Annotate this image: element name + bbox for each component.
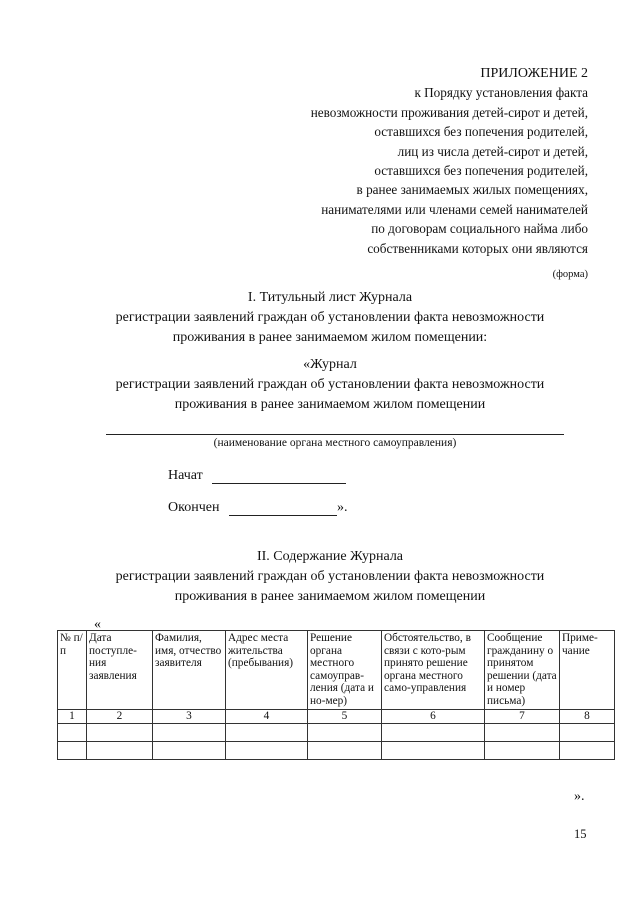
table-cell — [226, 741, 308, 759]
section-subheading: регистрации заявлений граждан об установлении факта невозможности — [115, 310, 545, 325]
table-cell — [485, 723, 560, 741]
appendix-line: оставшихся без попечения родителей, — [374, 124, 588, 140]
journal-subheading: регистрации заявлений граждан об установлении факта невозможности — [115, 377, 545, 392]
table-header-row — [58, 631, 615, 710]
ended-field — [168, 500, 347, 516]
column-number: 6 — [382, 709, 485, 723]
table-cell — [58, 723, 87, 741]
ended-blank-line — [229, 501, 337, 516]
table-cell — [560, 741, 615, 759]
table-cell — [382, 723, 485, 741]
appendix-line: к Порядку установления факта — [414, 85, 588, 101]
table-row — [58, 741, 615, 759]
table-cell — [87, 723, 153, 741]
section-heading: I. Титульный лист Журнала — [247, 290, 413, 305]
column-number: 1 — [58, 709, 87, 723]
column-number: 3 — [153, 709, 226, 723]
section-subheading: проживания в ранее занимаемом жилом помещении: — [172, 330, 488, 345]
table-header-cell: № п/п — [58, 631, 87, 710]
table-open-quote: « — [94, 617, 101, 632]
table-header-cell: Адрес места жительства (пребывания) — [226, 631, 308, 710]
ended-closing-quote: ». — [336, 500, 348, 515]
table-cell — [382, 741, 485, 759]
section-contents — [40, 547, 620, 607]
appendix-line: в ранее занимаемых жилых помещениях, — [356, 182, 588, 198]
column-number: 4 — [226, 709, 308, 723]
table-header-cell: Решение органа местного самоуправ-ления (дата и но-мер) — [308, 631, 382, 710]
table-cell — [560, 723, 615, 741]
table-close-quote: ». — [574, 789, 585, 804]
column-number: 2 — [87, 709, 153, 723]
org-name-caption: (наименование органа местного самоуправления) — [213, 437, 457, 449]
column-number: 5 — [308, 709, 382, 723]
table-header-cell: Приме-чание — [560, 631, 615, 710]
appendix-line: собственниками которых они являются — [367, 240, 588, 256]
org-name-blank-line — [106, 434, 564, 435]
appendix-line: невозможности проживания детей-сирот и детей, — [310, 104, 588, 120]
appendix-header — [258, 64, 588, 282]
table-header-cell: Дата поступле-ния заявления — [87, 631, 153, 710]
table-header-cell: Обстоятельство, в связи с кото-рым принято решение органа местного само-управления — [382, 631, 485, 710]
appendix-line: по договорам социального найма либо — [371, 221, 588, 237]
journal-heading: «Журнал — [303, 357, 357, 372]
appendix-line: нанимателями или членами семей нанимателей — [321, 201, 588, 217]
appendix-line: оставшихся без попечения родителей, — [374, 163, 588, 179]
table-number-row — [58, 709, 615, 723]
column-number: 8 — [560, 709, 615, 723]
column-number: 7 — [485, 709, 560, 723]
table-cell — [308, 741, 382, 759]
journal-subheading: проживания в ранее занимаемом жилом помещении — [174, 397, 486, 412]
registration-table — [57, 630, 615, 760]
table-cell — [87, 741, 153, 759]
section-title-page — [40, 288, 620, 348]
started-field — [168, 468, 346, 484]
page-number: 15 — [574, 827, 587, 841]
started-label: Начат — [168, 468, 203, 483]
table-cell — [153, 723, 226, 741]
appendix-line: лиц из числа детей-сирот и детей, — [397, 143, 588, 159]
table-row — [58, 723, 615, 741]
table-cell — [485, 741, 560, 759]
appendix-title: ПРИЛОЖЕНИЕ 2 — [480, 66, 588, 81]
journal-title — [40, 355, 620, 415]
table-cell — [58, 741, 87, 759]
table-cell — [308, 723, 382, 741]
section-subheading: регистрации заявлений граждан об установлении факта невозможности — [115, 569, 545, 584]
section-heading: II. Содержание Журнала — [256, 549, 404, 564]
started-blank-line — [212, 469, 346, 484]
table-header-cell: Сообщение гражданину о принятом решении (дата и номер письма) — [485, 631, 560, 710]
table-cell — [226, 723, 308, 741]
ended-label: Окончен — [168, 500, 220, 515]
section-subheading: проживания в ранее занимаемом жилом помещении — [174, 589, 486, 604]
table-header-cell: Фамилия, имя, отчество заявителя — [153, 631, 226, 710]
form-label: (форма) — [552, 269, 588, 281]
table-cell — [153, 741, 226, 759]
